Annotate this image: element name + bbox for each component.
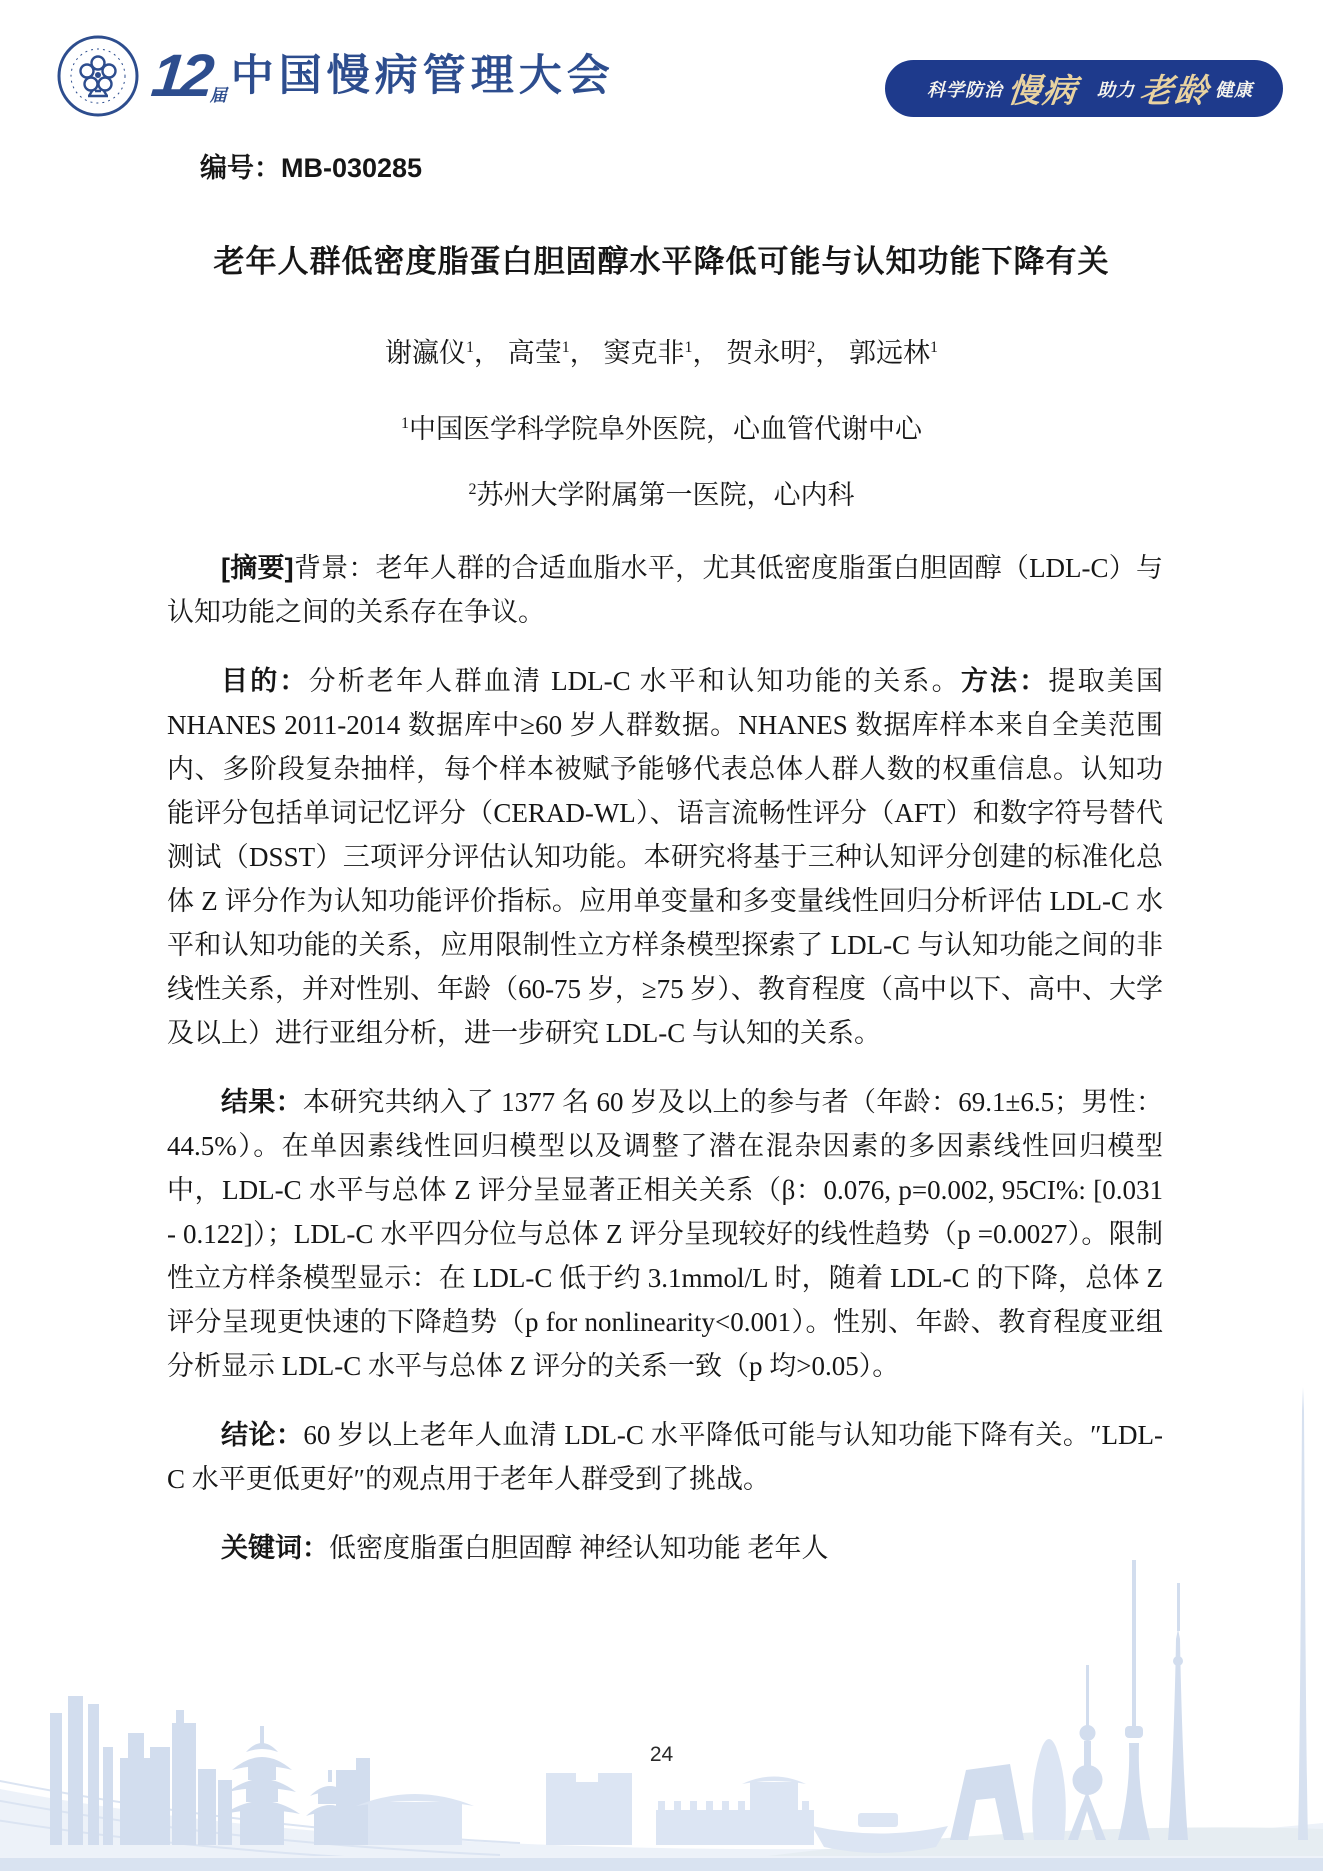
tv-tower-icon — [1168, 1583, 1188, 1840]
affiliation-1 — [0, 407, 1323, 446]
slogan-banner — [885, 60, 1283, 117]
affiliation-mark: 2 — [468, 481, 477, 498]
background-paragraph — [167, 546, 1163, 634]
conference-name: 中国慢病管理大会 — [230, 52, 615, 100]
objective-methods-paragraph — [167, 659, 1163, 1055]
author-affiliation-mark: 1 — [561, 339, 570, 356]
author: 谢瀛仪$^1$， — [385, 338, 501, 368]
author-affiliation-mark: 1 — [930, 339, 938, 356]
society-seal-icon — [56, 34, 140, 118]
abstract-tag: [摘要] — [221, 553, 294, 583]
slogan-seg4: 老龄 — [1137, 72, 1212, 109]
conclusion-label: 结论： — [221, 1420, 304, 1450]
slogan-seg5: 健康 — [1215, 79, 1253, 100]
canton-tower-icon — [1118, 1560, 1150, 1840]
page-title: 老年人群低密度脂蛋白胆固醇水平降低可能与认知功能下降有关 — [213, 244, 1110, 279]
author-affiliation-mark: 1 — [684, 339, 693, 356]
affiliation-mark: 1 — [401, 415, 409, 432]
edition-unit: 届 — [209, 86, 227, 105]
author: 郭远林$^1$ — [849, 338, 938, 368]
page-header — [56, 34, 1283, 118]
author: 贺永明$^2$， — [726, 338, 843, 368]
spire-icon — [1298, 1387, 1308, 1840]
conclusion-text: 60 岁以上老年人血清 LDL-C 水平降低可能与认知功能下降有关。″LDL-C 水平更低更好″的观点用于老年人群受到了挑战。 — [167, 1420, 1163, 1494]
author: 窦克非$^1$， — [603, 338, 720, 368]
author-affiliation-mark: 1 — [466, 339, 474, 356]
methods-text: 提取美国NHANES 2011-2014 数据库中≥60 岁人群数据。NHANES 数据库样本来自全美范围内、多阶段复杂抽样，每个样本被赋予能够代表总体人群人数的权重信息。认知功能评分包括单词记忆评分（CERAD-WL）、语言流畅性评分（AFT）和数字符号替代测试（DSST）三项评分评估认知功能。本研究将基于三种认知评分创建的标准化总体 Z 评分作为认知功能评价指标。应用单变量和多变量线性回归分析评估 LDL-C 水平和认知功能的关系，应用限制性立方样条模型探索了 LDL-C 与认知功能之间的非线性关系，并对性别、年龄（60-75 岁，≥75 岁）、教育程度（高中以下、高中、大学及以上）进行亚组分析，进一步研究 LDL-C 与认知的关系。 — [167, 666, 1164, 1048]
boat-icon — [812, 1813, 948, 1853]
author: 高莹$^1$， — [507, 338, 597, 368]
slogan-seg1: 科学防治 — [927, 79, 1003, 100]
paper-number-label: 编号： — [200, 153, 281, 183]
results-text: 本研究共纳入了 1377 名 60 岁及以上的参与者（年龄：69.1±6.5；男性：44.5%）。在单因素线性回归模型以及调整了潜在混杂因素的多因素线性回归模型中，LDL-C 水平与总体 Z 评分呈显著正相关关系（β：0.076, p=0.002, 95CI%: [0.031 - 0.122]）；LDL-C 水平四分位与总体 Z 评分呈现较好的线性趋势（p =0.0027）。限制性立方样条模型显示：在 LDL-C 低于约 3.1mmol/L 时，随着 LDL-C 的下降，总体 Z 评分呈现更快速的下降趋势（p for nonlinearity<0.001）。性别、年龄、教育程度亚组分析显示 LDL-C 水平与总体 Z 评分的关系一致（p 均>0.05）。 — [167, 1087, 1163, 1381]
affiliation-2 — [0, 473, 1323, 512]
cctv-building-icon — [950, 1764, 1024, 1840]
affiliation-text: 苏州大学附属第一医院，心内科 — [476, 480, 855, 510]
background-label: 背景： — [293, 553, 376, 583]
affiliation-text: 中国医学科学院阜外医院，心血管代谢中心 — [409, 414, 922, 444]
keywords-text: 低密度脂蛋白胆固醇 神经认知功能 老年人 — [329, 1533, 829, 1563]
city-skyline-graphic — [0, 1371, 1323, 1871]
background-text: 老年人群的合适血脂水平，尤其低密度脂蛋白胆固醇（LDL-C）与认知功能之间的关系存在争议。 — [167, 553, 1164, 627]
author-line — [0, 331, 1323, 370]
objective-label: 目的： — [221, 666, 309, 696]
slogan-seg3: 助力 — [1097, 79, 1135, 100]
edition-mark — [148, 40, 227, 112]
conference-brand — [56, 34, 615, 118]
results-label: 结果： — [221, 1087, 303, 1117]
author-affiliation-mark: 2 — [807, 339, 816, 356]
paper-number-value: MB-030285 — [281, 153, 423, 183]
hall-icon — [356, 1773, 632, 1845]
objective-text: 分析老年人群血清 LDL-C 水平和认知功能的关系。 — [308, 666, 961, 696]
keywords-label: 关键词： — [221, 1533, 329, 1563]
edition-number: 12 — [148, 42, 213, 109]
page-number: 24 — [649, 1743, 674, 1766]
results-paragraph — [167, 1080, 1163, 1388]
paper-number — [200, 146, 422, 185]
slogan-seg2: 慢病 — [1005, 72, 1080, 109]
methods-label: 方法： — [960, 666, 1049, 696]
great-wall-icon — [656, 1777, 814, 1846]
